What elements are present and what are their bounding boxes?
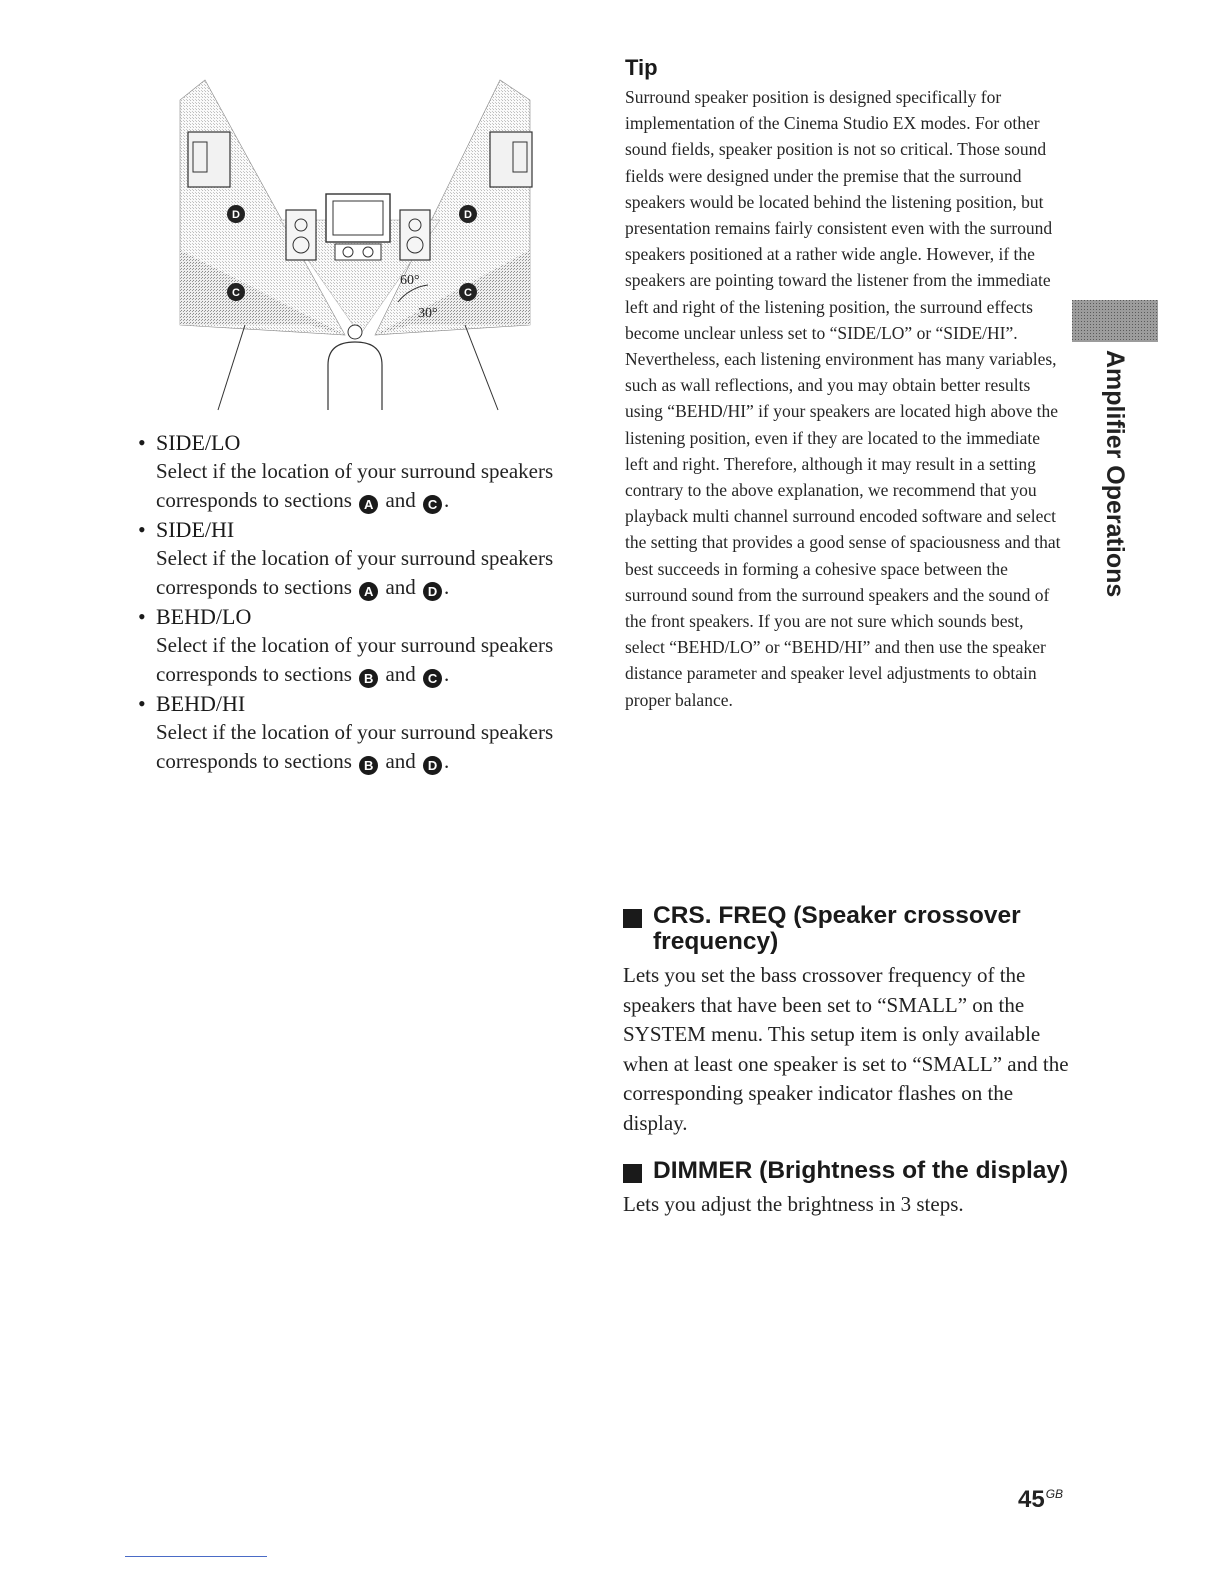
section-square-icon (623, 1164, 642, 1183)
option-description: Select if the location of your surround speakers corresponds to sections A and C . (156, 459, 554, 512)
angle-30-label: 30° (418, 306, 438, 321)
listener-head (348, 325, 362, 339)
bullet: • (138, 430, 146, 455)
option-side-hi (138, 515, 578, 602)
section-badge: A (359, 582, 378, 601)
tip-body: Surround speaker position is designed specifically for implementation of the Cinema Studio EX modes. For other sound fields, speaker position is not so critical. Those sound fields were designed under the premise that the surround speakers would be located behind the listening position, but presentation remains fairly consistent even with the surround speakers positioned at a rather wide angle. However, if the speakers are pointing toward the listener from the immediate left and right of the listening position, the surround effects become unclear unless set to “SIDE/LO” or “SIDE/HI”. Nevertheless, each listening environment has many variables, such as wall reflections, and you may obtain better results using “BEHD/HI” if your speakers are located high above the listening position, even if they are located to the immediate left and right. Therefore, although it may result in a setting contrary to the above explanation, we recommend that you playback multi channel surround encoded software and select the setting that provides a good sense of spaciousness and that best succeeds in forming a cohesive space between the surround sound from the surround speakers and the sound of the front speakers. If you are not sure which sounds best, select “BEHD/LO” or “BEHD/HI” and then use the speaker distance parameter and speaker level adjustments to obtain proper balance. (625, 87, 1061, 710)
listener-chair (328, 342, 382, 410)
chapter-thumb-tab (1072, 300, 1158, 342)
section-square-icon (623, 909, 642, 928)
option-name: SIDE/LO (156, 430, 241, 455)
angle-60-label: 60° (400, 273, 420, 288)
tip-title: Tip (625, 55, 658, 80)
svg-text:C: C (232, 287, 240, 299)
surround-position-options (138, 428, 578, 776)
section-badge: B (359, 756, 378, 775)
tip-section (625, 55, 1065, 713)
bullet: • (138, 517, 146, 542)
option-name: BEHD/HI (156, 691, 246, 716)
bullet: • (138, 691, 146, 716)
crs-freq-body: Lets you set the bass crossover frequency of the speakers that have been set to “SMALL” on the SYSTEM menu. This setup item is only available when at least one speaker is set to “SMALL” and the corresponding speaker indicator flashes on the display. (623, 963, 1069, 1135)
option-behd-lo (138, 602, 578, 689)
option-side-lo (138, 428, 578, 515)
option-description: Select if the location of your surround speakers corresponds to sections B and C . (156, 633, 554, 686)
option-name: BEHD/LO (156, 604, 252, 629)
chapter-label: Amplifier Operations (1101, 350, 1129, 598)
option-name: SIDE/HI (156, 517, 235, 542)
dimmer-heading: DIMMER (Brightness of the display) (623, 1158, 1073, 1184)
rear-left-speaker (188, 132, 230, 187)
svg-text:C: C (464, 287, 472, 299)
option-description: Select if the location of your surround speakers corresponds to sections B and D . (156, 720, 554, 773)
svg-text:D: D (464, 209, 472, 221)
section-badge: A (359, 495, 378, 514)
speaker-position-diagram (160, 70, 560, 420)
page-number: $45^{GB}$ (1018, 1486, 1064, 1513)
crs-freq-heading: CRS. FREQ (Speaker crossover frequency) (623, 903, 1073, 955)
section-badge: C (423, 495, 442, 514)
dimmer-section (623, 1158, 1073, 1220)
option-behd-hi (138, 689, 578, 776)
bullet: • (138, 604, 146, 629)
center-speaker (335, 244, 381, 260)
option-description: Select if the location of your surround speakers corresponds to sections A and D . (156, 546, 554, 599)
section-badge: D (423, 582, 442, 601)
section-badge: B (359, 669, 378, 688)
footer-rule (125, 1556, 267, 1557)
crs-freq-section (623, 903, 1073, 1138)
section-badge: C (423, 669, 442, 688)
rear-right-speaker (490, 132, 532, 187)
section-badge: D (423, 756, 442, 775)
dimmer-body: Lets you adjust the brightness in 3 steps. (623, 1192, 964, 1216)
svg-text:D: D (232, 209, 240, 221)
